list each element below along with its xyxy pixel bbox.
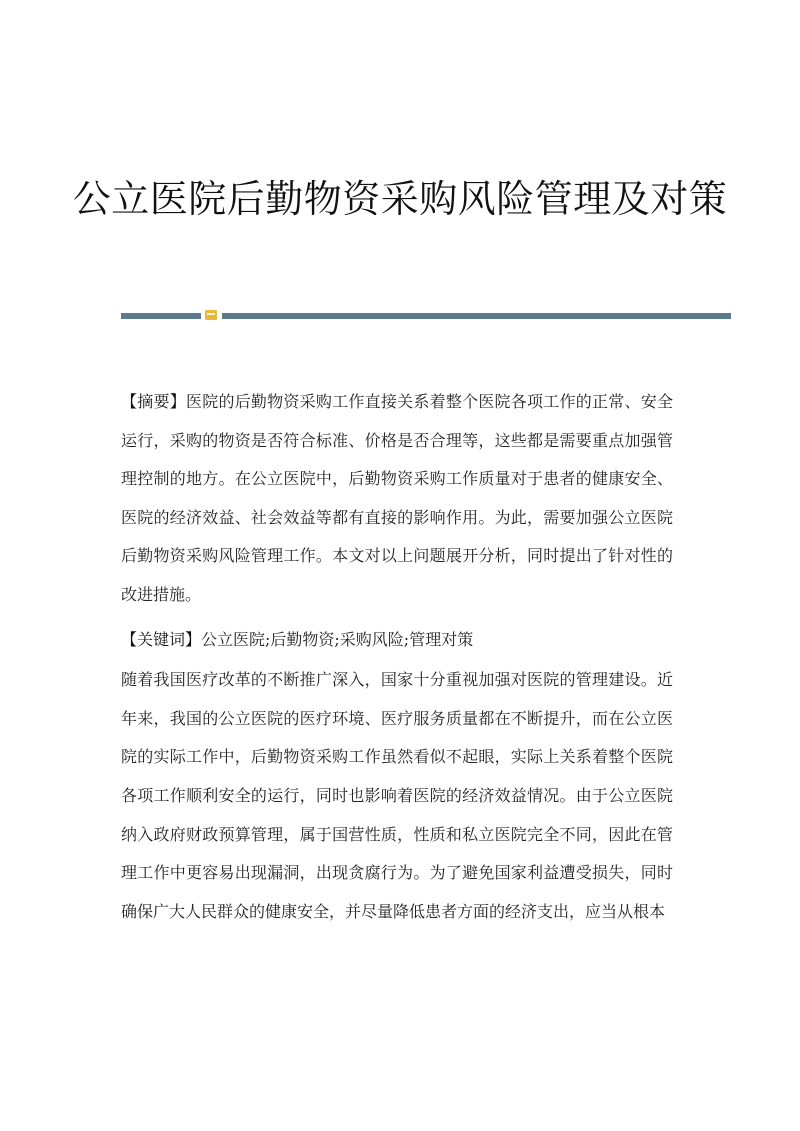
keywords-text: 公立医院;后勤物资;采购风险;管理对策 <box>201 629 474 649</box>
divider-left-bar <box>121 313 201 319</box>
abstract-paragraph <box>121 383 673 615</box>
keywords-label: 【关键词】 <box>121 629 202 649</box>
document-body <box>121 383 673 931</box>
keywords-paragraph <box>121 621 673 660</box>
divider-ornament-icon <box>205 310 217 320</box>
body-paragraph: 随着我国医疗改革的不断推广深入，国家十分重视加强对医院的管理建设。近年来，我国的公立医院的医疗环境、医疗服务质量都在不断提升，而在公立医院的实际工作中，后勤物资采购工作虽然看似不起眼，实际上关系着整个医院各项工作顺利安全的运行，同时也影响着医院的经济效益情况。由于公立医院纳入政府财政预算管理，属于国营性质，性质和私立医院完全不同，因此在管理工作中更容易出现漏洞，出现贪腐行为。为了避免国家利益遭受损失，同时确保广大人民群众的健康安全，并尽量降低患者方面的经济支出，应当从根本 <box>121 670 673 921</box>
abstract-label: 【摘要】 <box>121 392 186 411</box>
document-title: 公立医院后勤物资采购风险管理及对策 <box>72 177 728 221</box>
abstract-text: 医院的后勤物资采购工作直接关系着整个医院各项工作的正常、安全运行，采购的物资是否符合标准、价格是否合理等，这些都是需要重点加强管理控制的地方。在公立医院中，后勤物资采购工作质量对于患者的健康安全、医院的经济效益、社会效益等都有直接的影响作用。为此，需要加强公立医院后勤物资采购风险管理工作。本文对以上问题展开分析，同时提出了针对性的改进措施。 <box>121 392 673 604</box>
title-divider <box>121 309 731 321</box>
divider-right-bar <box>222 313 731 319</box>
